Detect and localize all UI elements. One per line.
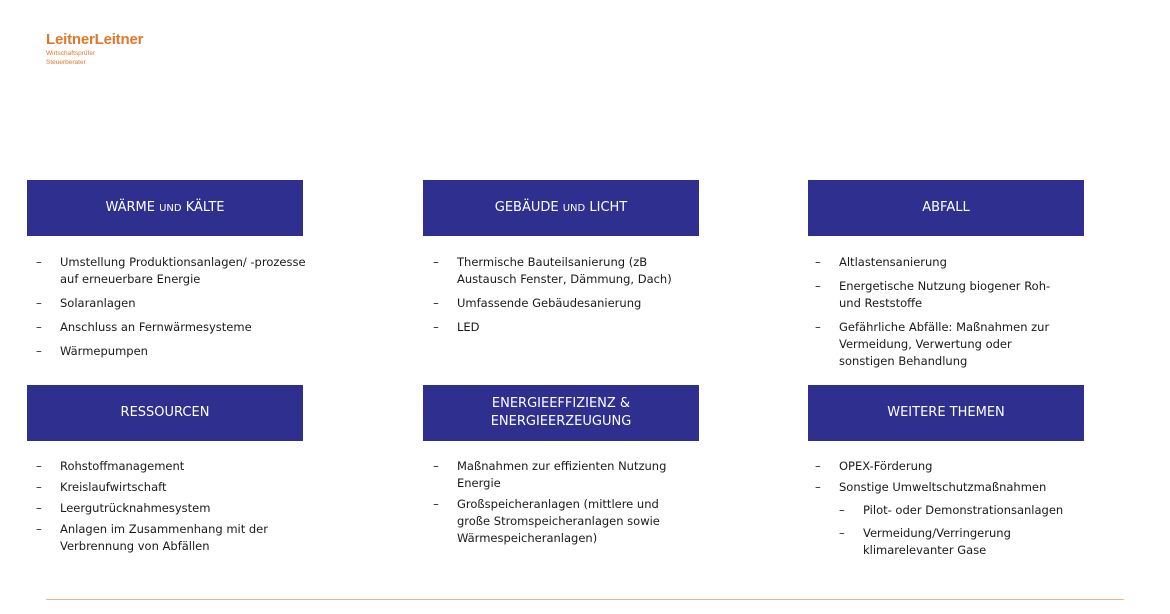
list-item: – Solaranlagen — [36, 296, 136, 310]
section-list-weitere-themen — [815, 458, 1065, 565]
list-item: – Anlagen im Zusammenhang mit der Verbrennung von Abfällen — [36, 522, 268, 553]
sublist — [839, 502, 1065, 559]
brand-subtitle-1: Wirtschaftsprüfer — [46, 50, 96, 57]
footer-divider — [46, 599, 1124, 600]
list-item: – Kreislaufwirtschaft — [36, 480, 167, 494]
list-item: – Altlastensanierung — [815, 255, 947, 269]
list-item: – Thermische Bauteilsanierung (zB Austausch Fenster, Dämmung, Dach) — [433, 255, 672, 286]
brand-name: LeitnerLeitner — [46, 31, 144, 48]
sub-list-item: – Vermeidung/Verringerung klimarelevanter Gase — [839, 526, 1011, 557]
list-item: – Umfassende Gebäudesanierung — [433, 296, 642, 310]
list-item: – Energetische Nutzung biogener Roh- und Reststoffe — [815, 279, 1051, 310]
section-list-ressourcen — [36, 458, 306, 559]
section-list-energieeffizienz — [433, 458, 693, 551]
list-item: – Gefährliche Abfälle: Maßnahmen zur Vermeidung, Verwertung oder sonstigen Behandlung — [815, 320, 1050, 368]
section-header-energieeffizienz: ENERGIEEFFIZIENZ & ENERGIEERZEUGUNG — [423, 385, 699, 441]
brand-subtitle-2: Steuerberater — [46, 59, 86, 66]
list-item: – Umstellung Produktionsanlagen/ -prozesse auf erneuerbare Energie — [36, 255, 306, 286]
list-item: – Anschluss an Fernwärmesysteme — [36, 320, 252, 334]
section-header-gebaeude-licht: GEBÄUDE UND LICHT — [423, 180, 699, 236]
sub-list-item: – Pilot- oder Demonstrationsanlagen — [839, 503, 1064, 517]
brand-logo — [46, 32, 143, 66]
section-header-weitere-themen: WEITERE THEMEN — [808, 385, 1084, 441]
list-item: – Leergutrücknahmesystem — [36, 501, 211, 515]
list-item: – LED — [433, 320, 480, 334]
section-header-ressourcen: RESSOURCEN — [27, 385, 303, 441]
section-list-abfall — [815, 254, 1065, 377]
list-item: – Wärmepumpen — [36, 344, 148, 358]
list-item: – Maßnahmen zur effizienten Nutzung Energie — [433, 459, 667, 490]
section-list-waerme-kaelte — [36, 254, 306, 367]
list-item: – Rohstoffmanagement — [36, 459, 185, 473]
list-item: – Großspeicheranlagen (mittlere und große Stromspeicheranlagen sowie Wärmespeicheranlagen) — [433, 497, 660, 545]
list-item: – Sonstige Umweltschutzmaßnahmen – Pilot- oder Demonstrationsanlagen – Vermeidung/Verringerung klimarelevanter Gase — [815, 480, 1064, 557]
section-header-abfall: ABFALL — [808, 180, 1084, 236]
section-list-gebaeude-licht — [433, 254, 683, 343]
section-header-waerme-kaelte: WÄRME UND KÄLTE — [27, 180, 303, 236]
list-item: – OPEX-Förderung — [815, 459, 933, 473]
